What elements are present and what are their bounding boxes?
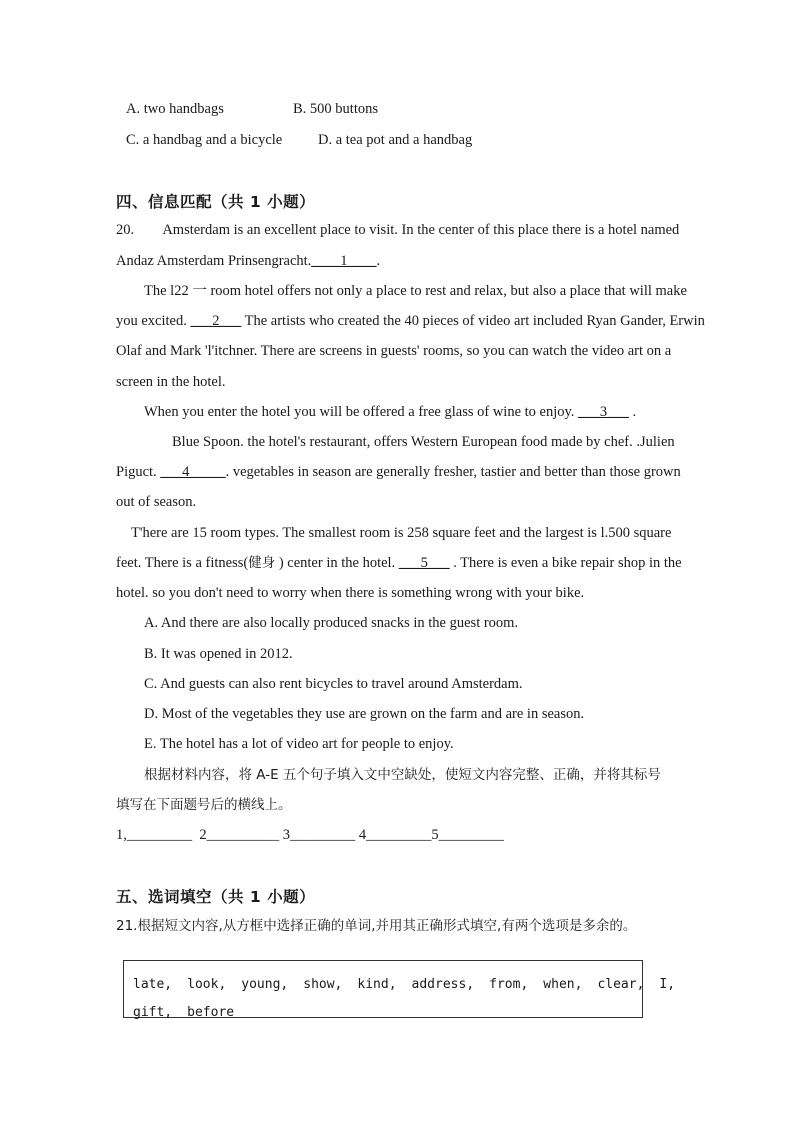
paragraph-2-line-4: screen in the hotel. [116,374,226,390]
blank-2: ___2___ [190,313,242,329]
instruction-line-1: 根据材料内容，将 A-E 五个句子填入文中空缺处，使短文内容完整、正确，并将其标号 [144,767,661,783]
choice-b: B. It was opened in 2012. [144,646,293,662]
paragraph-5-line-3: hotel. so you don't need to worry when there is something wrong with your bike. [116,585,585,601]
choice-d: D. Most of the vegetables they use are grown on the farm and are in season. [144,706,585,722]
word-option: from, [489,977,529,992]
blank-3: ___3___ [578,404,629,420]
section-5-heading: 五、选词填空（共 1 小题） [116,888,316,906]
option-d: D. a tea pot and a handbag [318,132,473,148]
blank-1: ____1____ [311,253,377,269]
paragraph-5-line-2 [116,554,682,572]
section-4-heading: 四、信息匹配（共 1 小题） [116,193,316,211]
p5-text-b: ) center in the hotel. [275,555,399,571]
p3-text-b: . [628,404,637,420]
instruction-line-2: 填写在下面题号后的横线上。 [116,797,292,813]
blank-4: ___4_____ [160,464,226,480]
p3-text-a: When you enter the hotel you will be offered a free glass of wine to enjoy. [144,404,579,420]
word-option: clear, [597,977,645,992]
word-option: kind, [357,977,397,992]
p5-chinese-term: 健身 [248,555,276,571]
q20-intro-text: Andaz Amsterdam Prinsengracht. [116,253,312,269]
q20-intro-line-1: 20. Amsterdam is an excellent place to visit. In the center of this place there is a hotel named [116,222,680,238]
word-option: before [187,1005,235,1020]
answer-line: 1,_________ 2__________ 3_________ 4_________5_________ [116,827,504,843]
word-option: late, [133,977,173,992]
word-option: gift, [133,1005,173,1020]
option-a: A. two handbags [126,101,224,117]
choice-a: A. And there are also locally produced snacks in the guest room. [144,615,519,631]
p4-text-b: . vegetables in season are generally fresher, tastier and better than those grown [225,464,681,480]
word-option: when, [543,977,583,992]
paragraph-4-line-2 [116,463,681,481]
word-option: look, [187,977,227,992]
p5-text-c: . There is even a bike repair shop in the [449,555,682,571]
word-box [123,960,676,1020]
paragraph-2-line-3: Olaf and Mark 'l'itchner. There are screens in guests' rooms, so you can watch the video art on a [116,343,672,359]
word-option: young, [241,977,289,992]
word-option: show, [303,977,343,992]
paragraph-5-line-1: T'here are 15 room types. The smallest room is 258 square feet and the largest is l.500 square [131,525,672,541]
word-option: I, [659,977,676,992]
paragraph-4-line-1: Blue Spoon. the hotel's restaurant, offers Western European food made by chef. .Julien [172,434,675,450]
q21-instruction: 21.根据短文内容,从方框中选择正确的单词,并用其正确形式填空,有两个选项是多余的。 [116,918,637,934]
paragraph-4-line-3: out of season. [116,494,197,510]
blank-5: ___5___ [398,555,450,571]
p2-text-b: The artists who created the 40 pieces of video art included Ryan Gander, Erwin [241,313,705,329]
p2-text-a: you excited. [116,313,191,329]
p5-text-a: feet. There is a fitness( [116,555,249,571]
q20-intro-line-2 [116,252,380,270]
word-box-row-2 [133,999,642,1027]
choice-c: C. And guests can also rent bicycles to travel around Amsterdam. [144,676,523,692]
q20-intro-end: . [376,253,381,269]
option-b: B. 500 buttons [293,101,378,117]
paragraph-2-line-1: The l22 一 room hotel offers not only a place to rest and relax, but also a place that will make [144,283,687,299]
option-c: C. a handbag and a bicycle [126,132,283,148]
choice-e: E. The hotel has a lot of video art for people to enjoy. [144,736,454,752]
paragraph-2-line-2 [116,312,705,330]
word-option: address, [411,977,475,992]
paragraph-3-line-1 [144,403,636,421]
word-box-row-1 [133,971,676,999]
p4-text-a: Piguct. [116,464,161,480]
